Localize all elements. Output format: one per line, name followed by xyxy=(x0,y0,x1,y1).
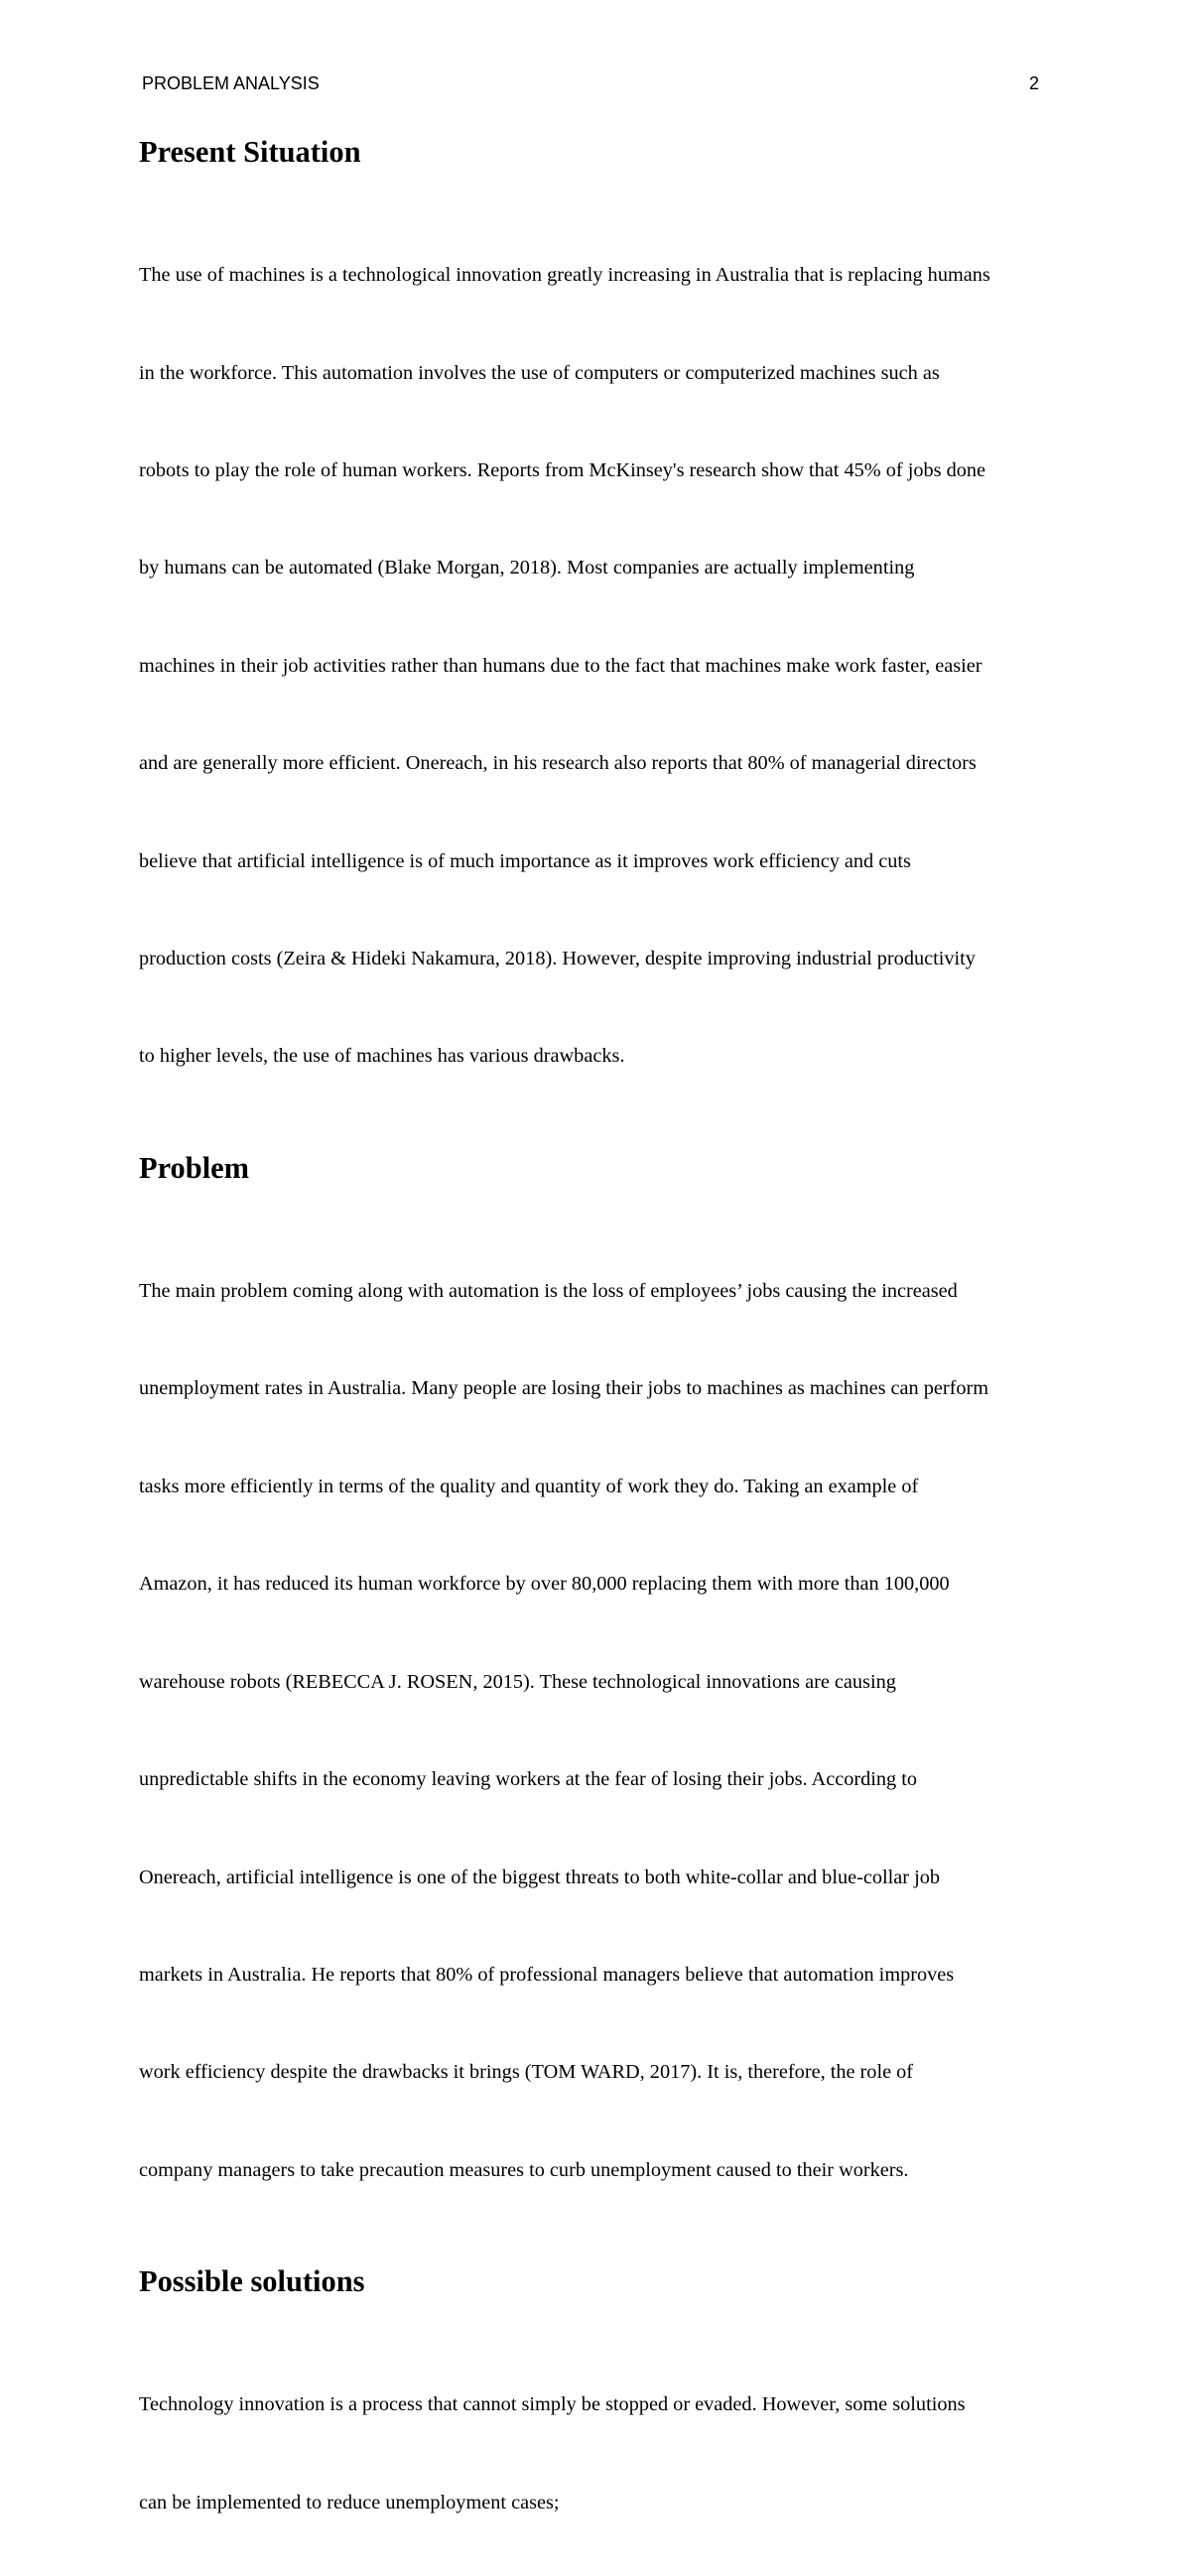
paragraph-line: The use of machines is a technological innovation greatly increasing in Australia that is replacing humans xyxy=(139,264,990,287)
section-heading-problem: Problem xyxy=(139,1150,250,1185)
paragraph-line: unpredictable shifts in the economy leaving workers at the fear of losing their jobs. According to xyxy=(139,1768,917,1791)
paragraph-line: work efficiency despite the drawbacks it brings (TOM WARD, 2017). It is, therefore, the role of xyxy=(139,2061,914,2084)
paragraph-line: tasks more efficiently in terms of the quality and quantity of work they do. Taking an example of xyxy=(139,1475,919,1497)
paragraph-line: in the workforce. This automation involves the use of computers or computerized machines such as xyxy=(139,361,940,384)
paragraph-line: believe that artificial intelligence is of much importance as it improves work efficiency and cuts xyxy=(139,849,911,872)
section-heading-possible-solutions: Possible solutions xyxy=(139,2264,365,2299)
paragraph-line: can be implemented to reduce unemployment cases; xyxy=(139,2491,560,2513)
paragraph-line: unemployment rates in Australia. Many people are losing their jobs to machines as machines can perform xyxy=(139,1377,989,1400)
paragraph-problem xyxy=(139,1219,1042,2244)
paragraph-present-situation xyxy=(139,202,1042,1130)
page-number: 2 xyxy=(1028,73,1039,93)
paragraph-line: Onereach, artificial intelligence is one of the biggest threats to both white-collar and blue-collar job xyxy=(139,1866,941,1888)
paragraph-line: machines in their job activities rather than humans due to the fact that machines make work faster, easier xyxy=(139,654,983,677)
running-head: PROBLEM ANALYSIS xyxy=(142,73,320,93)
paragraph-line: warehouse robots (REBECCA J. ROSEN, 2015). These technological innovations are causing xyxy=(139,1670,896,1693)
section-heading-present-situation: Present Situation xyxy=(139,135,361,169)
paragraph-line: company managers to take precaution measures to curb unemployment caused to their workers. xyxy=(139,2158,909,2181)
paragraph-line: Technology innovation is a process that cannot simply be stopped or evaded. However, some solutions xyxy=(139,2393,966,2416)
paragraph-line: by humans can be automated (Blake Morgan, 2018). Most companies are actually implementing xyxy=(139,557,915,580)
paragraph-line: The main problem coming along with automation is the loss of employees’ jobs causing the increased xyxy=(139,1280,958,1303)
paragraph-line: markets in Australia. He reports that 80% of professional managers believe that automation improves xyxy=(139,1963,955,1986)
document-body xyxy=(139,136,1042,2576)
paragraph-possible-solutions xyxy=(139,2332,1042,2576)
paragraph-line: robots to play the role of human workers. Reports from McKinsey's research show that 45% of jobs done xyxy=(139,459,986,482)
paragraph-line: production costs (Zeira & Hideki Nakamura, 2018). However, despite improving industrial productivity xyxy=(139,948,976,970)
paragraph-line: and are generally more efficient. Onereach, in his research also reports that 80% of managerial directors xyxy=(139,752,977,775)
paragraph-line: to higher levels, the use of machines has various drawbacks. xyxy=(139,1045,625,1068)
paragraph-line: Amazon, it has reduced its human workforce by over 80,000 replacing them with more than 100,000 xyxy=(139,1573,950,1596)
